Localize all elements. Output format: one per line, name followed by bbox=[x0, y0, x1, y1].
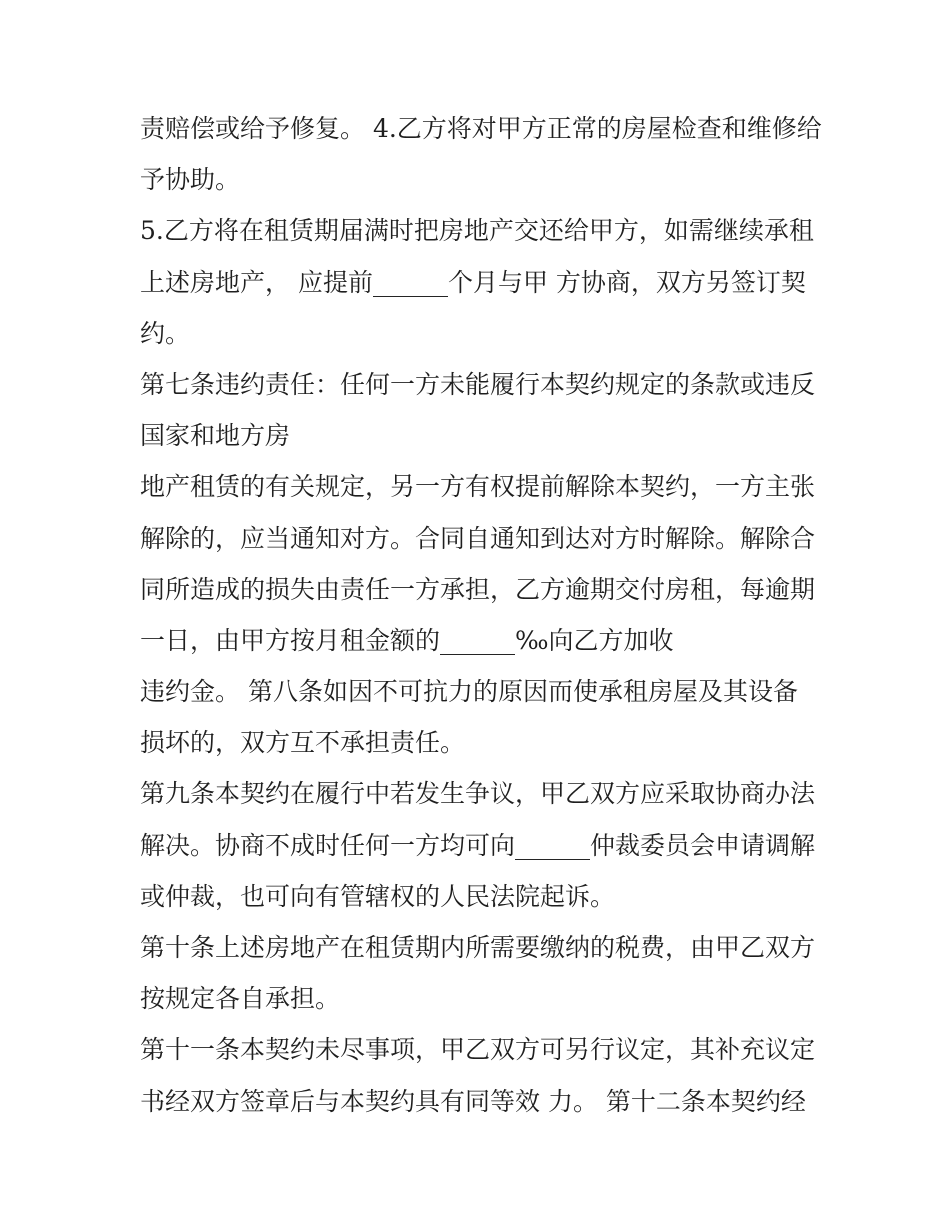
text-line: 第九条本契约在履行中若发生争议，甲乙双方应采取协商办法 bbox=[140, 779, 816, 809]
text-line: 约。 bbox=[140, 318, 191, 348]
text-line: 国家和地方房 bbox=[140, 421, 291, 451]
text-line: 地产租赁的有关规定，另一方有权提前解除本契约，一方主张 bbox=[140, 472, 816, 502]
text-line: 第七条违约责任：任何一方未能履行本契约规定的条款或违反 bbox=[140, 369, 816, 399]
text-line: 解决。协商不成时任何一方均可向______仲裁委员会申请调解 bbox=[140, 830, 816, 860]
text-line: 按规定各自承担。 bbox=[140, 984, 341, 1014]
text-line: 责赔偿或给予修复。 4.乙方将对甲方正常的房屋检查和维修给 bbox=[140, 114, 822, 143]
text-line: 违约金。 第八条如因不可抗力的原因而使承租房屋及其设备 bbox=[140, 677, 798, 707]
text-line: 解除的，应当通知对方。合同自通知到达对方时解除。解除合 bbox=[140, 523, 816, 553]
contract-text bbox=[140, 103, 820, 1127]
text-line: 第十一条本契约未尽事项，甲乙双方可另行议定，其补充议定 bbox=[140, 1035, 816, 1065]
text-line: 书经双方签章后与本契约具有同等效 力。 第十二条本契约经 bbox=[140, 1086, 806, 1116]
text-line: 予协助。 bbox=[140, 165, 241, 195]
text-line: 一日，由甲方按月租金额的______‰向乙方加收 bbox=[140, 625, 674, 655]
text-line: 第十条上述房地产在租赁期内所需要缴纳的税费，由甲乙双方 bbox=[140, 933, 816, 962]
text-line: 同所造成的损失由责任一方承担，乙方逾期交付房租，每逾期 bbox=[140, 574, 816, 604]
text-line: 损坏的，双方互不承担责任。 bbox=[140, 728, 466, 758]
text-line: 或仲裁，也可向有管辖权的人民法院起诉。 bbox=[140, 881, 616, 911]
text-line: 5.乙方将在租赁期届满时把房地产交还给甲方，如需继续承租 bbox=[140, 216, 814, 246]
text-line: 上述房地产， 应提前______个月与甲 方协商，双方另签订契 bbox=[140, 267, 806, 297]
